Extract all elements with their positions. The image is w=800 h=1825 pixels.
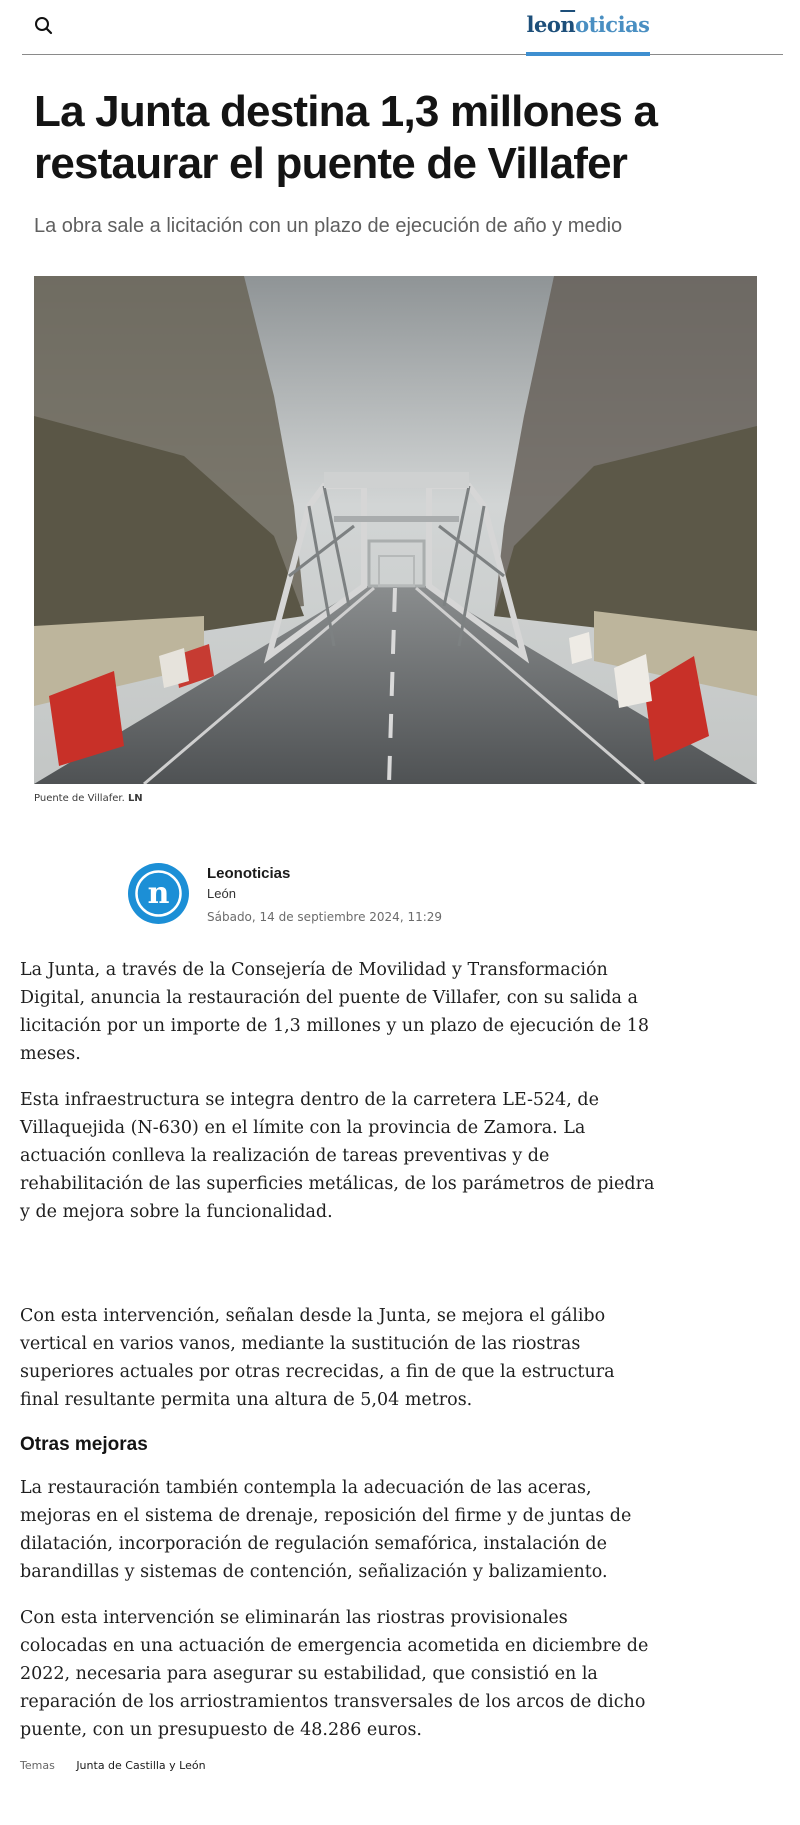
topics-bar <box>20 1759 206 1772</box>
article-paragraph-2: Esta infraestructura se integra dentro de la carretera LE-524, de Villaquejida (N-630) en el límite con la provincia de Zamora. La actuación conlleva la realización de tareas preventivas y de rehabilitación de las superficies metálicas, de los parámetros de piedra y de mejora sobre la funcionalidad. <box>20 1090 655 1222</box>
author-avatar[interactable] <box>128 863 189 924</box>
subheading-otras-mejoras: Otras mejoras <box>20 1434 148 1455</box>
photo-caption <box>34 793 143 804</box>
bridge-photo-illustration <box>34 276 757 784</box>
article-paragraph-1: La Junta, a través de la Consejería de Movilidad y Transformación Digital, anuncia la restauración del puente de Villafer, con su salida a licitación por un importe de 1,3 millones y un plazo de ejecución de 18 meses. <box>20 960 650 1064</box>
article-paragraph-4: La restauración también contempla la adecuación de las aceras, mejoras en el sistema de drenaje, reposición del firme y de juntas de dilatación, incorporación de regulación semafórica, instalación de barandillas y sistemas de contención, señalización y balizamiento. <box>20 1478 632 1582</box>
logo-part-1: leo <box>526 12 561 37</box>
article-photo[interactable] <box>34 276 757 784</box>
caption-text: Puente de Villafer. <box>34 793 125 804</box>
author-location: León <box>207 886 236 901</box>
site-logo[interactable] <box>526 8 650 55</box>
avatar-letter: n <box>147 876 170 911</box>
logo-underline <box>526 52 650 56</box>
article-title: La Junta destina 1,3 millones a restaurar el puente de Villafer <box>34 87 658 188</box>
article-paragraph-3: Con esta intervención, señalan desde la Junta, se mejora el gálibo vertical en varios vanos, mediante la sustitución de las riostras superiores actuales por otras recrecidas, a fin de que la estructura final resultante permita una altura de 5,04 metros. <box>20 1306 615 1410</box>
article-subtitle: La obra sale a licitación con un plazo de ejecución de año y medio <box>34 215 623 237</box>
site-header <box>22 0 783 55</box>
topic-link-junta[interactable]: Junta de Castilla y León <box>76 1759 206 1772</box>
article-paragraph-5: Con esta intervención se eliminarán las riostras provisionales colocadas en una actuación de emergencia acometida en diciembre de 2022, necesaria para asegurar su estabilidad, que consistió en la reparación de los arriostramientos transversales de los arcos de dicho puente, con un presupuesto de 48.286 euros. <box>20 1608 649 1740</box>
logo-part-3: oticias <box>575 12 650 37</box>
caption-credit: LN <box>127 793 143 804</box>
topics-label: Temas <box>20 1759 55 1772</box>
author-name[interactable]: Leonoticias <box>207 865 291 882</box>
search-icon[interactable] <box>32 14 56 38</box>
publish-date: Sábado, 14 de septiembre 2024, 11:29 <box>207 910 443 924</box>
logo-part-2: $\overline{n}$ <box>560 12 576 37</box>
